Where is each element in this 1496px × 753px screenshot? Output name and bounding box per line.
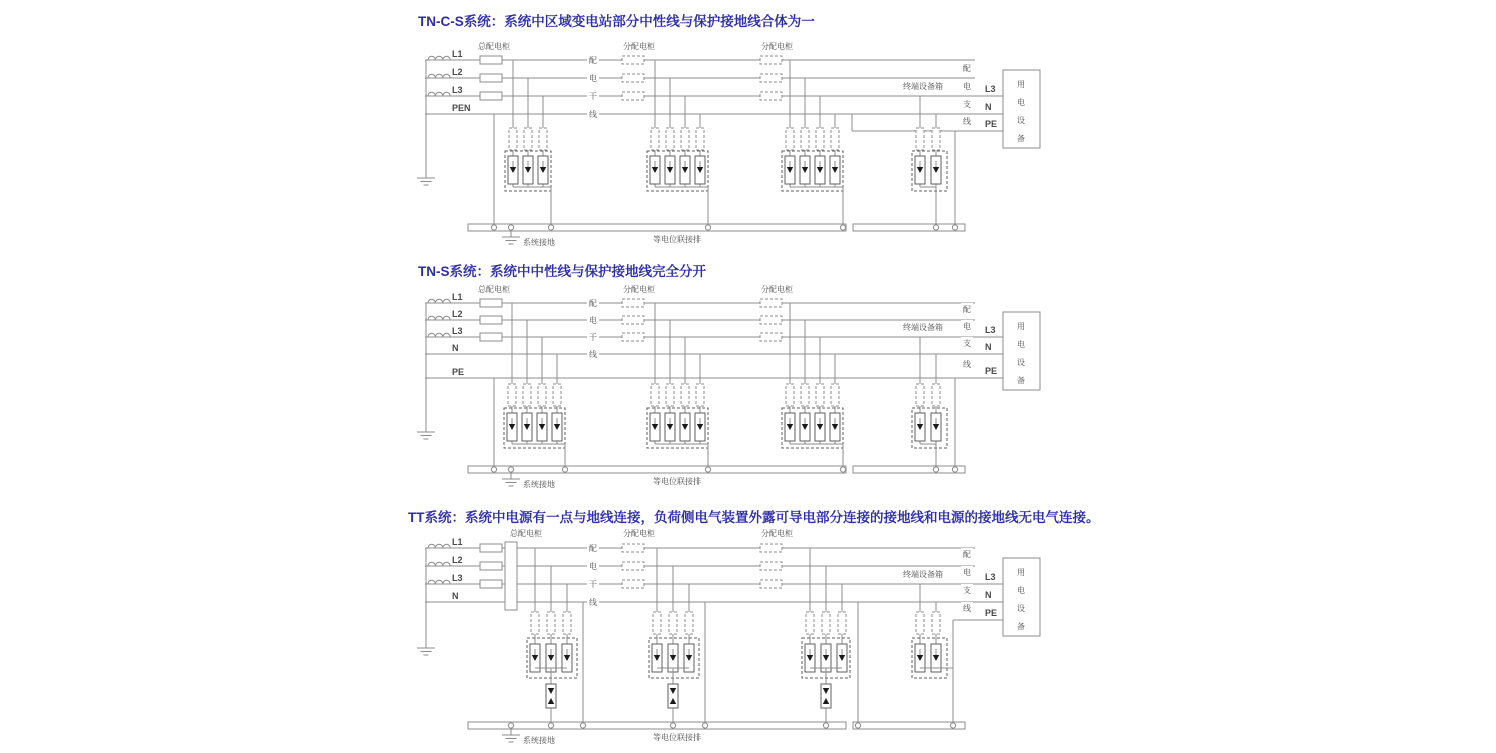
system-ground-label: 系统接地 (523, 238, 555, 247)
conductor-label-L3: L3 (452, 573, 463, 583)
trunk-line-label: 配 (589, 299, 597, 308)
equipment-box-label: 电 (1017, 340, 1025, 349)
branch-line-label: 配 (963, 550, 971, 559)
branch-line-label: 电 (963, 82, 971, 91)
equipment-box-label: 电 (1017, 98, 1025, 107)
trunk-line-label: 电 (589, 562, 597, 571)
branch-conductor-label-N: N (985, 590, 992, 600)
branch-conductor-label-L3: L3 (985, 572, 996, 582)
trunk-line-label: 线 (589, 350, 597, 359)
conductor-label-L2: L2 (452, 555, 463, 565)
equipment-box-label: 设 (1017, 358, 1025, 367)
branch-line-label: 配 (963, 64, 971, 73)
equipment-box-label: 用 (1017, 322, 1025, 331)
equipment-box-label: 电 (1017, 586, 1025, 595)
branch-conductor-label-PE: PE (985, 366, 998, 376)
conductor-label-L1: L1 (452, 49, 463, 59)
conductor-label-N: N (452, 343, 459, 353)
equipment-box-label: 备 (1017, 622, 1025, 631)
trunk-line-label: 干 (589, 92, 597, 101)
branch-line-label: 线 (963, 604, 971, 613)
diagram-tn-c-s (417, 41, 1040, 247)
cabinet-label: 总配电柜 (510, 529, 542, 538)
terminal-box-label: 终端设备箱 (903, 323, 943, 332)
cabinet-label: 分配电柜 (623, 42, 655, 51)
trunk-line-label: 线 (589, 598, 597, 607)
system-ground-label: 系统接地 (523, 736, 555, 745)
conductor-label-L2: L2 (452, 67, 463, 77)
cabinet-label: 总配电柜 (478, 285, 510, 294)
branch-line-label: 配 (963, 305, 971, 314)
terminal-box-label: 终端设备箱 (903, 570, 943, 579)
trunk-line-label: 电 (589, 316, 597, 325)
cabinet-label: 分配电柜 (761, 285, 793, 294)
cabinet-label: 分配电柜 (623, 285, 655, 294)
diagram-tn-s (417, 284, 1040, 489)
equipment-box-label: 设 (1017, 116, 1025, 125)
equipment-box-label: 备 (1017, 134, 1025, 143)
trunk-line-label: 干 (589, 333, 597, 342)
equipotential-bar-label: 等电位联接排 (653, 477, 701, 486)
trunk-line-label: 配 (589, 56, 597, 65)
diagram-tt (417, 528, 1040, 745)
branch-conductor-label-L3: L3 (985, 325, 996, 335)
equipment-box-label: 设 (1017, 604, 1025, 613)
cabinet-label: 分配电柜 (623, 529, 655, 538)
terminal-box-label: 终端设备箱 (903, 82, 943, 91)
branch-line-label: 支 (963, 100, 971, 109)
trunk-line-label: 电 (589, 74, 597, 83)
branch-line-label: 电 (963, 568, 971, 577)
branch-line-label: 线 (963, 117, 971, 126)
branch-conductor-label-PE: PE (985, 608, 998, 618)
equipment-box-label: 用 (1017, 568, 1025, 577)
system-ground-label: 系统接地 (523, 480, 555, 489)
conductor-label-PE: PE (452, 367, 465, 377)
branch-line-label: 支 (963, 339, 971, 348)
branch-line-label: 支 (963, 586, 971, 595)
title-tt: TT系统：系统中电源有一点与地线连接，负荷侧电气装置外露可导电部分连接的接地线和电源的接地线无电气连接。 (408, 510, 1100, 525)
branch-line-label: 电 (963, 322, 971, 331)
cabinet-label: 分配电柜 (761, 529, 793, 538)
equipotential-bar-label: 等电位联接排 (653, 733, 701, 742)
trunk-line-label: 配 (589, 544, 597, 553)
conductor-label-PEN: PEN (452, 103, 471, 113)
equipotential-bar-label: 等电位联接排 (653, 235, 701, 244)
title-tn-c-s: TN-C-S系统：系统中区域变电站部分中性线与保护接地线合体为一 (418, 14, 815, 29)
conductor-label-L1: L1 (452, 537, 463, 547)
cabinet-label: 分配电柜 (761, 42, 793, 51)
trunk-line-label: 线 (589, 110, 597, 119)
branch-conductor-label-N: N (985, 342, 992, 352)
conductor-label-L3: L3 (452, 85, 463, 95)
conductor-label-L2: L2 (452, 309, 463, 319)
conductor-label-L3: L3 (452, 326, 463, 336)
title-tn-s: TN-S系统：系统中中性线与保护接地线完全分开 (418, 264, 706, 279)
branch-conductor-label-L3: L3 (985, 84, 996, 94)
conductor-label-N: N (452, 591, 459, 601)
branch-line-label: 线 (963, 360, 971, 369)
branch-conductor-label-N: N (985, 102, 992, 112)
equipment-box-label: 用 (1017, 80, 1025, 89)
trunk-line-label: 干 (589, 580, 597, 589)
branch-conductor-label-PE: PE (985, 119, 998, 129)
conductor-label-L1: L1 (452, 292, 463, 302)
equipment-box-label: 备 (1017, 376, 1025, 385)
cabinet-label: 总配电柜 (478, 42, 510, 51)
